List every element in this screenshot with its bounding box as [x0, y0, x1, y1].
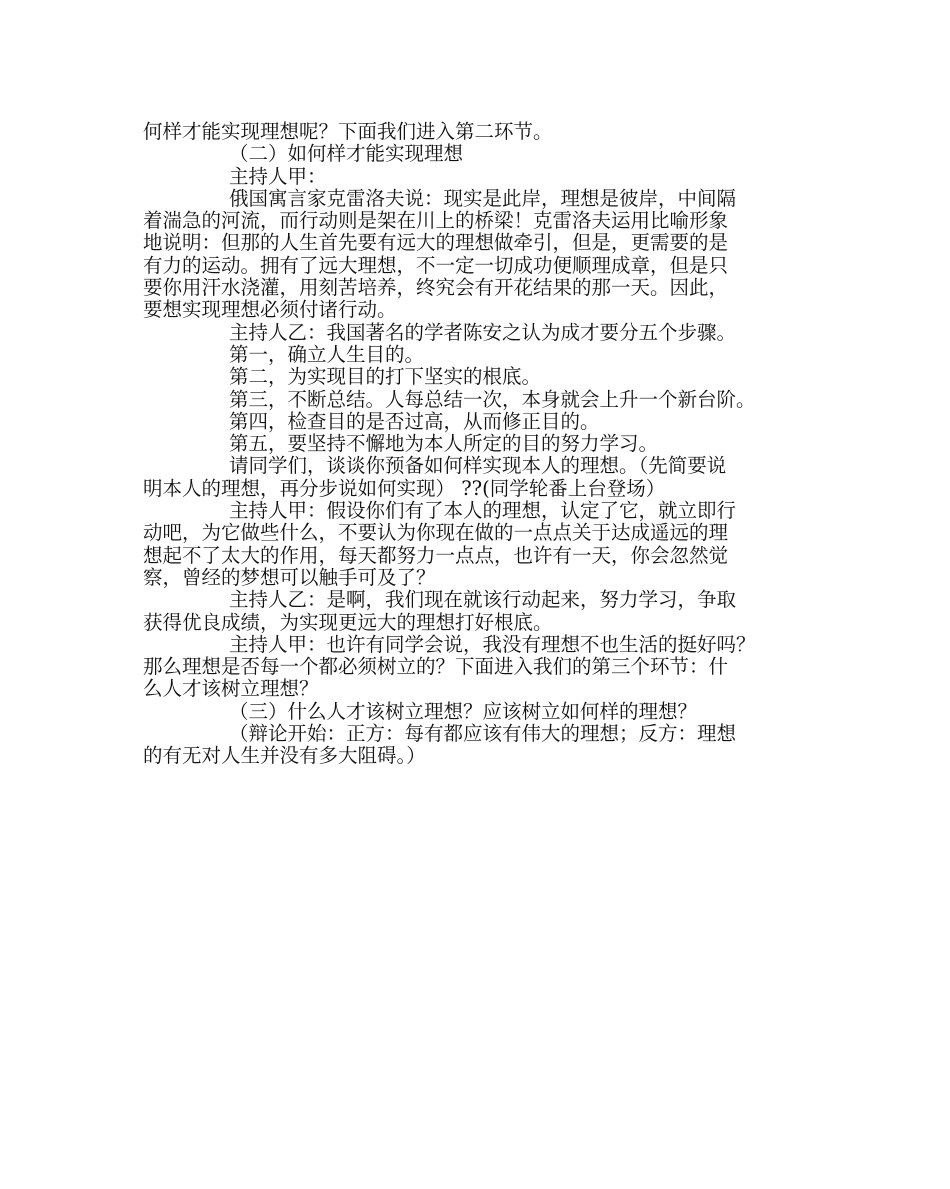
text-line: 察，曾经的梦想可以触手可及了？ [143, 565, 436, 589]
text-line: 地说明：但那的人生首先要有远大的理想做牵引，但是，更需要的是 [143, 231, 729, 255]
step-item: 第一，确立人生目的。 [229, 342, 425, 366]
text-line: 明本人的理想，再分步说如何实现） ??(同学轮番上台登场） [143, 476, 666, 500]
step-item: 第三，不断总结。人每总结一次，本身就会上升一个新台阶。 [229, 387, 756, 411]
text-line: 着湍急的河流，而行动则是架在川上的桥梁！克雷洛夫运用比喻形象 [143, 209, 729, 233]
step-item: 第四，检查目的是否过高，从而修正目的。 [229, 409, 600, 433]
section-heading-3: （三）什么人才该树立理想？应该树立如何样的理想？ [229, 699, 698, 723]
text-line: 想起不了太大的作用，每天都努力一点点，也许有一天，你会忽然觉 [143, 543, 729, 567]
text-line: 主持人甲：也许有同学会说，我没有理想不也生活的挺好吗？ [229, 632, 756, 656]
text-line: 动吧，为它做些什么，不要认为你现在做的一点点关于达成遥远的理 [143, 521, 729, 545]
text-line: 的有无对人生并没有多大阻碍。） [143, 744, 426, 768]
text-line: 主持人乙：是啊，我们现在就该行动起来，努力学习，争取 [229, 588, 737, 612]
text-line: 要你用汗水浇灌，用刻苦培养，终究会有开花结果的那一天。因此， [143, 276, 729, 300]
text-line: 么人才该树立理想？ [143, 677, 319, 701]
text-line: 那么理想是否每一个都必须树立的？下面进入我们的第三个环节：什 [143, 655, 729, 679]
text-line: 有力的运动。拥有了远大理想，不一定一切成功便顺理成章，但是只 [143, 253, 729, 277]
step-item: 第二，为实现目的打下坚实的根底。 [229, 365, 542, 389]
text-line: 获得优良成绩，为实现更远大的理想打好根底。 [143, 610, 553, 634]
text-line: 要想实现理想必须付诸行动。 [143, 298, 397, 322]
text-line: 主持人乙：我国著名的学者陈安之认为成才要分五个步骤。 [229, 320, 737, 344]
text-line: 主持人甲：假设你们有了本人的理想，认定了它，就立即行 [229, 499, 737, 523]
section-heading-2: （二）如何样才能实现理想 [229, 142, 464, 166]
text-line: 请同学们，谈谈你预备如何样实现本人的理想。（先简要说 [229, 454, 727, 478]
step-item: 第五，要坚持不懈地为本人所定的目的努力学习。 [229, 432, 659, 456]
document-body [143, 121, 811, 768]
text-line: 俄国寓言家克雷洛夫说：现实是此岸，理想是彼岸，中间隔 [229, 186, 737, 210]
text-line: 何样才能实现理想呢？下面我们进入第二环节。 [143, 120, 553, 143]
speaker-label: 主持人甲： [229, 164, 327, 188]
text-line: （辩论开始：正方：每有都应该有伟大的理想；反方：理想 [229, 722, 737, 746]
